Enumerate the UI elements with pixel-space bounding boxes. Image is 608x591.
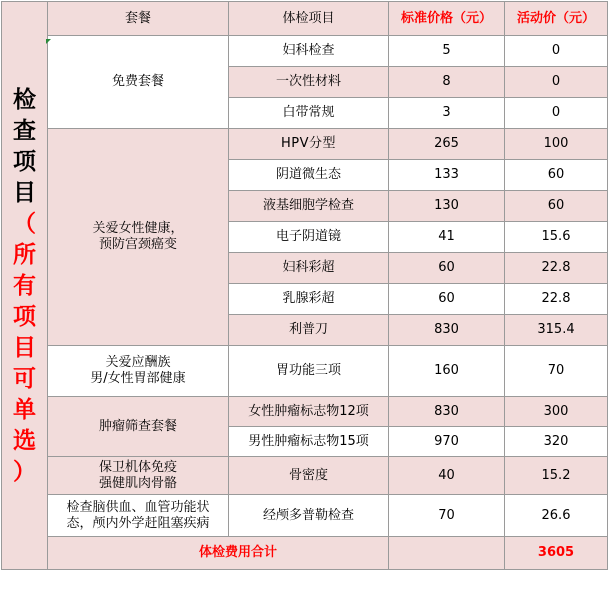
item-name: 男性肿瘤标志物15项 [229, 427, 389, 457]
side-label-sub-7: 单 [13, 396, 36, 423]
package-tumor-screening: 肿瘤筛查套餐 [48, 397, 229, 457]
item-standard-price: 60 [389, 284, 505, 315]
checkup-price-table [1, 1, 608, 570]
item-promo-price: 100 [505, 129, 608, 160]
table-row [2, 129, 608, 160]
package-line: 关爱女性健康， [92, 221, 184, 236]
item-name: 电子阴道镜 [229, 222, 389, 253]
item-name: 一次性材料 [229, 67, 389, 98]
side-label-sub-5: 目 [13, 334, 36, 361]
package-line: 关爱应酬族 [105, 355, 171, 370]
item-standard-price: 160 [389, 346, 505, 397]
side-label-sub-3: 有 [13, 272, 36, 299]
item-standard-price: 130 [389, 191, 505, 222]
item-name: 阴道微生态 [229, 160, 389, 191]
item-name: 妇科检查 [229, 36, 389, 67]
table-row [2, 346, 608, 397]
total-row [2, 537, 608, 570]
package-immunity [48, 457, 229, 495]
total-standard-price: 3605 [505, 537, 608, 570]
item-promo-price: 26.6 [505, 495, 608, 537]
package-line: 强健肌肉骨骼 [98, 475, 177, 491]
side-label-main-2: 查 [13, 117, 36, 144]
item-standard-price: 830 [389, 315, 505, 346]
item-name: 液基细胞学检查 [229, 191, 389, 222]
package-free: 免费套餐 [48, 36, 229, 129]
item-standard-price: 5 [389, 36, 505, 67]
item-name: 女性肿瘤标志物12项 [229, 397, 389, 427]
package-line: 男/女性胃部健康 [90, 371, 186, 386]
side-label-sub-1: （ [13, 210, 36, 237]
item-standard-price: 265 [389, 129, 505, 160]
table-row [2, 457, 608, 495]
header-package: 套餐 [48, 2, 229, 36]
item-promo-price: 60 [505, 160, 608, 191]
side-label-main-3: 项 [13, 148, 36, 175]
item-standard-price: 8 [389, 67, 505, 98]
total-spacer [389, 537, 505, 570]
item-name: HPV分型 [229, 129, 389, 160]
cell-comment-marker [46, 39, 51, 44]
package-stomach-health [48, 346, 229, 397]
item-standard-price: 830 [389, 397, 505, 427]
item-promo-price: 320 [505, 427, 608, 457]
header-promo-price: 活动价（元） [505, 2, 608, 36]
item-standard-price: 970 [389, 427, 505, 457]
item-promo-price: 70 [505, 346, 608, 397]
package-line: 检查脑供血、血管功能状 [66, 499, 210, 515]
side-label-sub-9: ） [13, 458, 36, 485]
header-row [2, 2, 608, 36]
side-category-label [2, 2, 48, 570]
item-name: 胃功能三项 [229, 346, 389, 397]
side-label-main-1: 检 [13, 86, 36, 113]
package-brain-blood [48, 495, 229, 537]
package-line: 预防宫颈癌变 [98, 237, 177, 252]
total-label-cell [48, 537, 389, 570]
package-line: 态，颅内外学赶阻塞疾病 [66, 515, 210, 531]
item-name: 利普刀 [229, 315, 389, 346]
item-promo-price: 315.4 [505, 315, 608, 346]
header-item: 体检项目 [229, 2, 389, 36]
side-label-sub-2: 所 [13, 241, 36, 268]
side-label-sub-4: 项 [13, 303, 36, 330]
item-promo-price: 15.6 [505, 222, 608, 253]
item-standard-price: 40 [389, 457, 505, 495]
side-label-sub-6: 可 [13, 365, 36, 392]
item-name: 白带常规 [229, 98, 389, 129]
table-row [2, 36, 608, 67]
item-standard-price: 41 [389, 222, 505, 253]
header-standard-price: 标准价格（元） [389, 2, 505, 36]
item-promo-price: 22.8 [505, 253, 608, 284]
item-standard-price: 133 [389, 160, 505, 191]
item-name: 骨密度 [229, 457, 389, 495]
item-promo-price: 22.8 [505, 284, 608, 315]
side-label-sub-8: 选 [13, 427, 36, 454]
item-standard-price: 3 [389, 98, 505, 129]
table-row [2, 397, 608, 427]
item-standard-price: 60 [389, 253, 505, 284]
total-label: 体检费用合计 [198, 545, 277, 560]
item-standard-price: 70 [389, 495, 505, 537]
item-promo-price: 0 [505, 67, 608, 98]
side-label-main-4: 目 [13, 179, 36, 206]
package-line: 保卫机体免疫 [98, 459, 177, 475]
item-promo-price: 0 [505, 98, 608, 129]
item-promo-price: 60 [505, 191, 608, 222]
item-name: 乳腺彩超 [229, 284, 389, 315]
item-name: 妇科彩超 [229, 253, 389, 284]
package-women-health [48, 129, 229, 346]
table-row [2, 495, 608, 537]
item-promo-price: 15.2 [505, 457, 608, 495]
item-promo-price: 0 [505, 36, 608, 67]
item-promo-price: 300 [505, 397, 608, 427]
item-name: 经颅多普勒检查 [229, 495, 389, 537]
